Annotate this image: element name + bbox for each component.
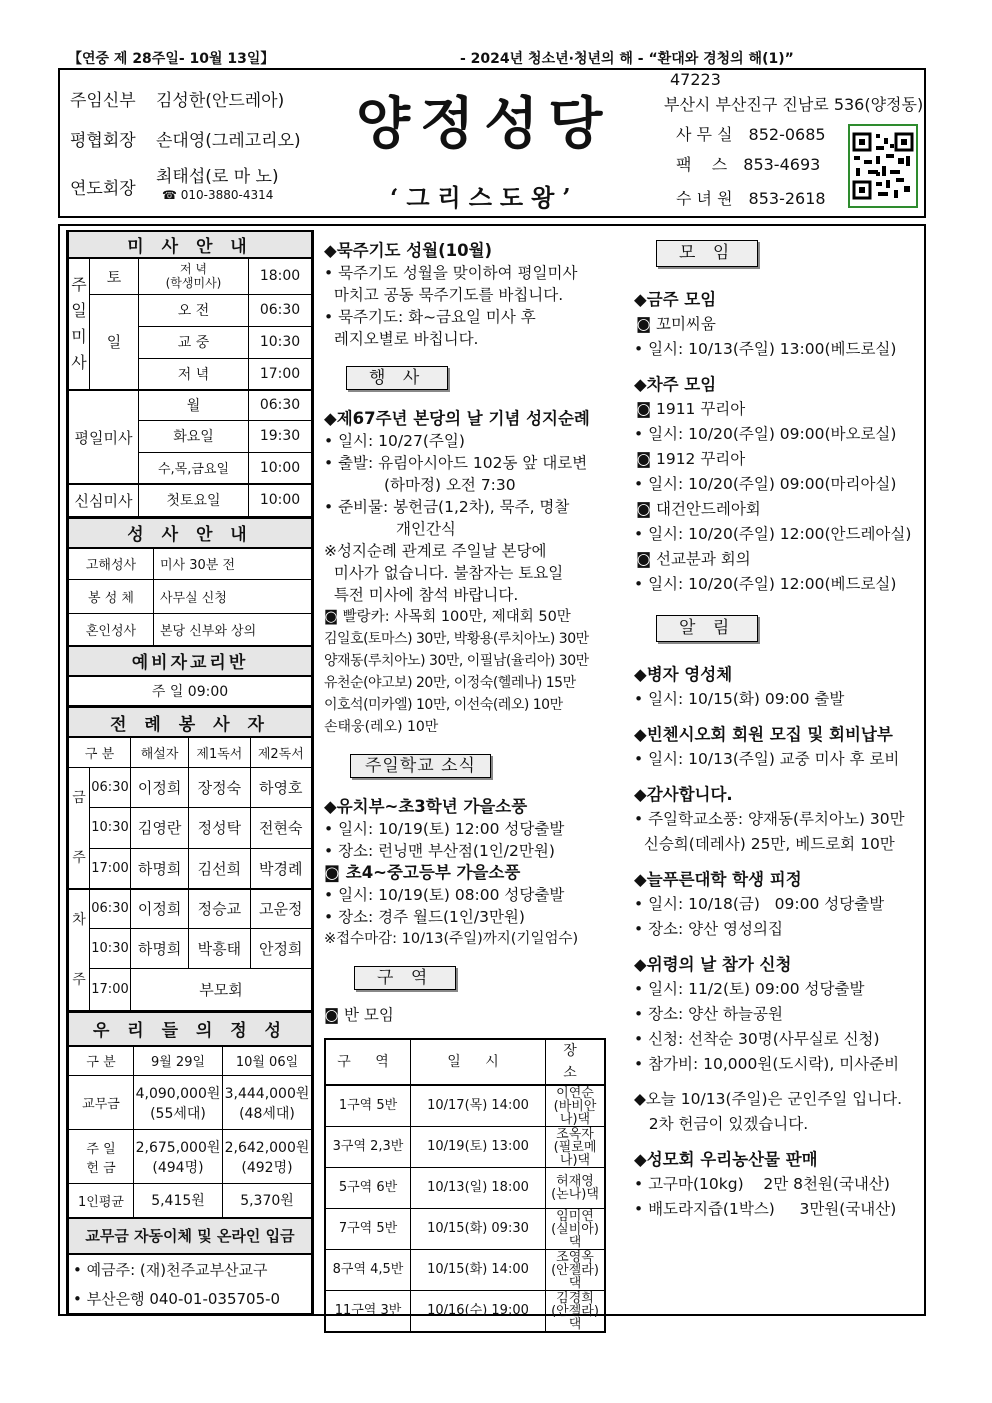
- liturgy-time: 06:30: [90, 767, 131, 808]
- notice-line: • 장소: 양산 하늘공원: [634, 1005, 783, 1023]
- this-week-label: 금주: [69, 767, 90, 889]
- offering-count: (494명): [152, 1159, 204, 1176]
- issue-label: 【연중 제 28주일- 10월 13일】: [68, 51, 275, 67]
- next-week-label: 차주: [69, 889, 90, 1011]
- offering-head: 9월 29일: [134, 1046, 223, 1076]
- meeting-list: [634, 287, 924, 597]
- sacrament-note: 사무실 신청: [154, 580, 312, 614]
- ban-time: 10/16(수) 19:00: [411, 1291, 546, 1333]
- sinsim-label: 신심미사: [69, 484, 139, 516]
- donor-line: 김일호(토마스) 30만, 박황용(루치아노) 30만: [324, 631, 589, 647]
- sat-evening: 저 녁: [180, 262, 207, 277]
- sat-label: 토: [90, 258, 139, 294]
- sunday-label: 주일미사: [69, 258, 90, 390]
- rosary-line: 마치고 공동 묵주기도를 바칩니다.: [324, 286, 564, 304]
- left-column: [66, 230, 314, 1316]
- year-theme: - 2024년 청소년·청년의 해 - “환대와 경청의 해(1)”: [460, 51, 794, 67]
- liturgy-cell: 안정희: [250, 928, 311, 968]
- ban-district: 7구역 5반: [325, 1209, 411, 1250]
- ban-time: 10/15(화) 09:30: [411, 1209, 546, 1250]
- liturgy-table: [68, 706, 312, 1011]
- liturgy-time: 17:00: [90, 968, 131, 1010]
- meeting-line: • 일시: 10/13(주일) 13:00(베드로실): [634, 340, 897, 358]
- sacrament-name: 봉 성 체: [69, 580, 154, 614]
- ban-host-saint: (필로메나)댁: [553, 1139, 597, 1168]
- weekday-label: 평일미사: [69, 390, 139, 484]
- sun-slot-label: 저 녁: [139, 358, 249, 390]
- ban-place: [546, 1250, 606, 1291]
- ban-time: 10/15(화) 14:00: [411, 1250, 546, 1291]
- sun-label: 일: [90, 294, 139, 390]
- donor-line: ◙ 빨랑카: 사목회 100만, 제대회 50만: [324, 609, 571, 625]
- meeting-heading: ◆금주 모임: [634, 290, 717, 309]
- meeting-group: ◙ 선교분과 회의: [636, 550, 751, 568]
- ban-district: 8구역 4,5반: [325, 1250, 411, 1291]
- offering-value: 2,675,000원: [135, 1139, 221, 1156]
- pilgrimage-note: ※성지순례 관계로 주일날 본당에: [324, 542, 547, 560]
- council-label: 평협회장: [70, 131, 136, 151]
- mass-title: 미 사 안 내: [69, 232, 312, 258]
- pastor-name: 김성한(안드레아): [156, 91, 285, 111]
- account-number: • 부산은행 040-01-035705-0: [69, 1284, 312, 1314]
- ban-place: [546, 1127, 606, 1168]
- parish-subtitle: ‘그리스도왕’: [390, 183, 579, 212]
- notice-line: • 주일학교소풍: 양재동(루치아노) 30만: [634, 810, 905, 828]
- offering-value: 4,090,000원: [135, 1085, 221, 1102]
- meeting-line: • 일시: 10/20(주일) 12:00(베드로실): [634, 575, 897, 593]
- ban-time: 10/17(목) 14:00: [411, 1085, 546, 1127]
- meeting-tag: 모 임: [656, 240, 758, 267]
- ban-host-saint: (바비안나)댁: [553, 1098, 597, 1127]
- meeting-group: ◙ 꼬미씨움: [636, 315, 716, 333]
- ban-heading: ◙ 반 모임: [324, 1006, 394, 1024]
- office-line: [676, 122, 826, 145]
- liturgy-time: 10:30: [90, 808, 131, 849]
- donor-line: 이호석(미카엘) 10만, 이선숙(레오) 10만: [324, 697, 563, 713]
- sacrament-note: 미사 30분 전: [154, 548, 312, 580]
- liturgy-head: 제2독서: [250, 737, 311, 767]
- offering-title: 우 리 들 의 정 성: [69, 1012, 312, 1046]
- account-holder: • 예금주: (재)천주교부산교구: [69, 1254, 312, 1284]
- school-line: • 일시: 10/19(토) 08:00 성당출발: [324, 886, 565, 904]
- sacrament-table: [68, 517, 312, 707]
- meeting-line: • 일시: 10/20(주일) 09:00(마리아실): [634, 475, 897, 493]
- liturgy-cell: 정성탁: [189, 808, 250, 849]
- offering-kind: 교무금: [69, 1076, 134, 1130]
- pastor-label: 주임신부: [70, 91, 136, 111]
- ban-place: [546, 1291, 606, 1333]
- ban-host-saint: (안젤라)댁: [551, 1303, 599, 1332]
- notice-heading: ◆빈첸시오회 회원 모집 및 회비납부: [634, 725, 893, 744]
- notice-line: • 일시: 10/18(금) 09:00 성당출발: [634, 895, 885, 913]
- ban-head: 구 역: [325, 1039, 411, 1085]
- liturgy-time: 06:30: [90, 889, 131, 929]
- right-column: [634, 240, 924, 1222]
- ban-host: 임미연: [556, 1208, 594, 1224]
- ban-time: 10/19(토) 13:00: [411, 1127, 546, 1168]
- ban-host-saint: (실비아)댁: [551, 1221, 599, 1250]
- notice-line: • 배도라지즙(1박스) 3만원(국내산): [634, 1200, 897, 1218]
- ban-district: 3구역 2,3반: [325, 1127, 411, 1168]
- notice-line: • 일시: 10/13(주일) 교중 미사 후 로비: [634, 750, 900, 768]
- ban-district: 11구역 3반: [325, 1291, 411, 1333]
- rosary-line: 레지오별로 바칩니다.: [324, 330, 479, 348]
- pilgrimage-line: • 출발: 유림아시아드 102동 앞 대로변: [324, 454, 588, 472]
- fax-label: 팩 스: [676, 155, 728, 174]
- liturgy-cell: 김영란: [131, 808, 189, 849]
- notice-tag: 알 림: [656, 615, 758, 642]
- liturgy-head: 제1독서: [189, 737, 250, 767]
- sacrament-name: 혼인성사: [69, 614, 154, 646]
- school-line: • 일시: 10/19(토) 12:00 성당출발: [324, 820, 565, 838]
- school-line: • 장소: 런닝맨 부산점(1인/2만원): [324, 842, 555, 860]
- offering-value: 2,642,000원: [224, 1139, 310, 1156]
- notice-line: • 참가비: 10,000원(도시락), 미사준비: [634, 1055, 900, 1073]
- spacer: [634, 772, 924, 782]
- qr-code-icon[interactable]: [848, 124, 918, 208]
- meeting-line: • 일시: 10/20(주일) 09:00(바오로실): [634, 425, 897, 443]
- autopay-title: 교무금 자동이체 및 온라인 입금: [69, 1218, 312, 1254]
- sun-slot-label: 교 중: [139, 326, 249, 358]
- catechism-title: 예비자교리반: [69, 646, 312, 676]
- offering-amount: [134, 1076, 223, 1130]
- ban-place: [546, 1209, 606, 1250]
- spacer: [634, 857, 924, 867]
- sat-time: 18:00: [249, 258, 312, 294]
- weekday-time: 06:30: [249, 390, 312, 420]
- weekday-day: 월: [139, 390, 249, 420]
- weekday-time: 19:30: [249, 420, 312, 452]
- pilgrimage-line: (하마정) 오전 7:30: [384, 476, 516, 494]
- liturgy-head: 구 분: [69, 737, 131, 767]
- sacrament-title: 성 사 안 내: [69, 518, 312, 548]
- liturgy-title: 전 례 봉 사 자: [69, 707, 312, 737]
- postcode: 47223: [670, 70, 721, 89]
- yeondo-name: 최태섭(로 마 노): [156, 167, 279, 187]
- ban-host-saint: (논나)댁: [551, 1187, 599, 1202]
- ban-host-saint: (안젤라)댁: [551, 1262, 599, 1291]
- school-line: • 장소: 경주 월드(1인/3만원): [324, 908, 525, 926]
- sun-slot-time: 10:30: [249, 326, 312, 358]
- fax-phone: 853-4693: [743, 155, 821, 174]
- liturgy-time: 17:00: [90, 848, 131, 889]
- liturgy-cell: 이정희: [131, 767, 189, 808]
- pastor-line: [70, 86, 285, 111]
- council-name: 손대영(그레고리오): [156, 131, 301, 151]
- school-tag: 주일학교 소식: [350, 754, 491, 778]
- notice-line: • 일시: 10/15(화) 09:00 출발: [634, 690, 845, 708]
- sun-slot-time: 06:30: [249, 294, 312, 326]
- donor-line: 양재동(루치아노) 30만, 이필남(율리아) 30만: [324, 653, 589, 669]
- offering-value: 3,444,000원: [224, 1085, 310, 1102]
- meeting-group: ◙ 1912 꾸리아: [636, 450, 746, 468]
- spacer: [634, 942, 924, 952]
- rosary-line: • 묵주기도 성월을 맞이하여 평일미사: [324, 264, 578, 282]
- sun-slot-time: 17:00: [249, 358, 312, 390]
- ban-host: 허재영: [556, 1174, 594, 1189]
- office-label: 사 무 실: [676, 125, 733, 144]
- liturgy-cell: 장정숙: [189, 767, 250, 808]
- sat-note: (학생미사): [165, 276, 222, 291]
- pilgrimage-note: 특전 미사에 참석 바랍니다.: [324, 586, 519, 604]
- weekday-day: 수,목,금요일: [139, 452, 249, 484]
- middle-column: [324, 240, 624, 1333]
- ban-district: 1구역 5반: [325, 1085, 411, 1127]
- notice-line: • 고구마(10kg) 2만 8천원(국내산): [634, 1175, 890, 1193]
- district-tag: 구 역: [354, 966, 456, 990]
- meeting-heading: ◆차주 모임: [634, 375, 717, 394]
- weekday-day: 화요일: [139, 420, 249, 452]
- ban-host: 김경희: [556, 1290, 594, 1306]
- notice-heading: ◆감사합니다.: [634, 785, 733, 804]
- fax-line: [676, 152, 820, 175]
- notice-line: • 일시: 11/2(토) 09:00 성당출발: [634, 980, 865, 998]
- ban-place: [546, 1085, 606, 1127]
- offering-amount: [223, 1130, 312, 1184]
- offering-head: 10월 06일: [223, 1046, 312, 1076]
- event-tag: 행 사: [346, 366, 448, 390]
- notice-line: ◆오늘 10/13(주일)은 군인주일 입니다.: [634, 1090, 903, 1108]
- meeting-line: • 일시: 10/20(주일) 12:00(안드레아실): [634, 525, 912, 543]
- yeondo-label: 연도회장: [70, 179, 136, 199]
- sun-slot-label: 오 전: [139, 294, 249, 326]
- ban-head: 일 시: [411, 1039, 546, 1085]
- council-line: [70, 126, 301, 151]
- spacer: [634, 1137, 924, 1147]
- notice-heading: ◆늘푸른대학 학생 피정: [634, 870, 802, 889]
- liturgy-cell: 부모회: [131, 968, 312, 1010]
- header-box: [58, 68, 926, 218]
- pilgrimage-note: 미사가 없습니다. 불참자는 토요일: [324, 564, 564, 582]
- notice-heading: ◆성모회 우리농산물 판매: [634, 1150, 818, 1169]
- liturgy-head: 해설자: [131, 737, 189, 767]
- liturgy-time: 10:30: [90, 928, 131, 968]
- liturgy-cell: 하명희: [131, 928, 189, 968]
- offering-count: (48세대): [239, 1105, 295, 1122]
- offering-count: (492명): [241, 1159, 293, 1176]
- ban-district: 5구역 6반: [325, 1168, 411, 1209]
- notice-line: • 장소: 양산 영성의집: [634, 920, 783, 938]
- liturgy-cell: 박흥태: [189, 928, 250, 968]
- parish-title: 양정성당: [356, 91, 613, 157]
- sinsim-time: 10:00: [249, 484, 312, 516]
- ban-head: 장 소: [546, 1039, 606, 1085]
- avg-value: 5,415원: [134, 1184, 223, 1218]
- liturgy-cell: 하영호: [250, 767, 311, 808]
- meeting-group: ◙ 대건안드레아회: [636, 500, 761, 518]
- ban-host: 조옥자: [556, 1126, 594, 1142]
- liturgy-cell: 박경례: [250, 848, 311, 889]
- pilgrimage-line: • 준비물: 봉헌금(1,2차), 묵주, 명찰: [324, 498, 570, 516]
- notice-list: [634, 662, 924, 1222]
- liturgy-cell: 이정희: [131, 889, 189, 929]
- yeondo-phone: ☎ 010-3880-4314: [162, 188, 274, 202]
- sacrament-name: 고해성사: [69, 548, 154, 580]
- spacer: [634, 712, 924, 722]
- weekday-time: 10:00: [249, 452, 312, 484]
- spacer: [634, 1077, 924, 1087]
- school-heading: ◆유치부~초3학년 가을소풍: [324, 797, 528, 816]
- ban-place: [546, 1168, 606, 1209]
- pilgrimage-heading: ◆제67주년 본당의 날 기념 성지순례: [324, 409, 590, 428]
- sat-time-label: [139, 258, 249, 294]
- sinsim-day: 첫토요일: [139, 484, 249, 516]
- address: 부산시 부산진구 진남로 536(양정동): [664, 95, 924, 114]
- notice-heading: ◆병자 영성체: [634, 665, 733, 684]
- liturgy-cell: 정승교: [189, 889, 250, 929]
- mass-table: [68, 232, 312, 517]
- ban-host: 조영옥: [556, 1249, 594, 1265]
- school-heading: ◙ 초4~중고등부 가을소풍: [324, 863, 521, 882]
- ban-table: [324, 1038, 606, 1333]
- offering-amount: [223, 1076, 312, 1130]
- donor-line: 유천순(야고보) 20만, 이정숙(헬레나) 15만: [324, 675, 576, 691]
- donor-line: 손태웅(레오) 10만: [324, 719, 439, 735]
- meeting-group: ◙ 1911 꾸리아: [636, 400, 746, 418]
- liturgy-cell: 고운정: [250, 889, 311, 929]
- rosary-heading: ◆묵주기도 성월(10월): [324, 241, 493, 260]
- liturgy-cell: 김선희: [189, 848, 250, 889]
- convent-line: [676, 186, 826, 209]
- pilgrimage-line: • 일시: 10/27(주일): [324, 432, 465, 450]
- offering-kind: 주 일 헌 금: [69, 1130, 134, 1184]
- convent-label: 수 녀 원: [676, 189, 733, 208]
- offering-amount: [134, 1130, 223, 1184]
- liturgy-cell: 하명희: [131, 848, 189, 889]
- liturgy-cell: 전현숙: [250, 808, 311, 849]
- notice-heading: ◆위령의 날 참가 신청: [634, 955, 792, 974]
- avg-label: 1인평균: [69, 1184, 134, 1218]
- catechism-time: 주 일 09:00: [69, 676, 312, 706]
- pilgrimage-line: 개인간식: [396, 520, 456, 538]
- offering-count: (55세대): [150, 1105, 206, 1122]
- ban-time: 10/13(일) 18:00: [411, 1168, 546, 1209]
- offering-head: 구 분: [69, 1046, 134, 1076]
- notice-line: • 신청: 선착순 30명(사무실로 신청): [634, 1030, 880, 1048]
- school-line: ※접수마감: 10/13(주일)까지(기일엄수): [324, 931, 579, 947]
- sacrament-note: 본당 신부와 상의: [154, 614, 312, 646]
- ban-host: 이연순: [556, 1085, 594, 1101]
- yeondo-line: [70, 167, 279, 202]
- avg-value: 5,370원: [223, 1184, 312, 1218]
- notice-line: 신승희(데레사) 25만, 베드로회 10만: [634, 835, 895, 853]
- notice-line: 2차 헌금이 있겠습니다.: [634, 1115, 809, 1133]
- spacer: [634, 362, 924, 372]
- office-phone: 852-0685: [748, 125, 826, 144]
- convent-phone: 853-2618: [748, 189, 826, 208]
- rosary-line: • 묵주기도: 화~금요일 미사 후: [324, 308, 536, 326]
- offering-table: [68, 1011, 312, 1315]
- main-box: [58, 224, 926, 1332]
